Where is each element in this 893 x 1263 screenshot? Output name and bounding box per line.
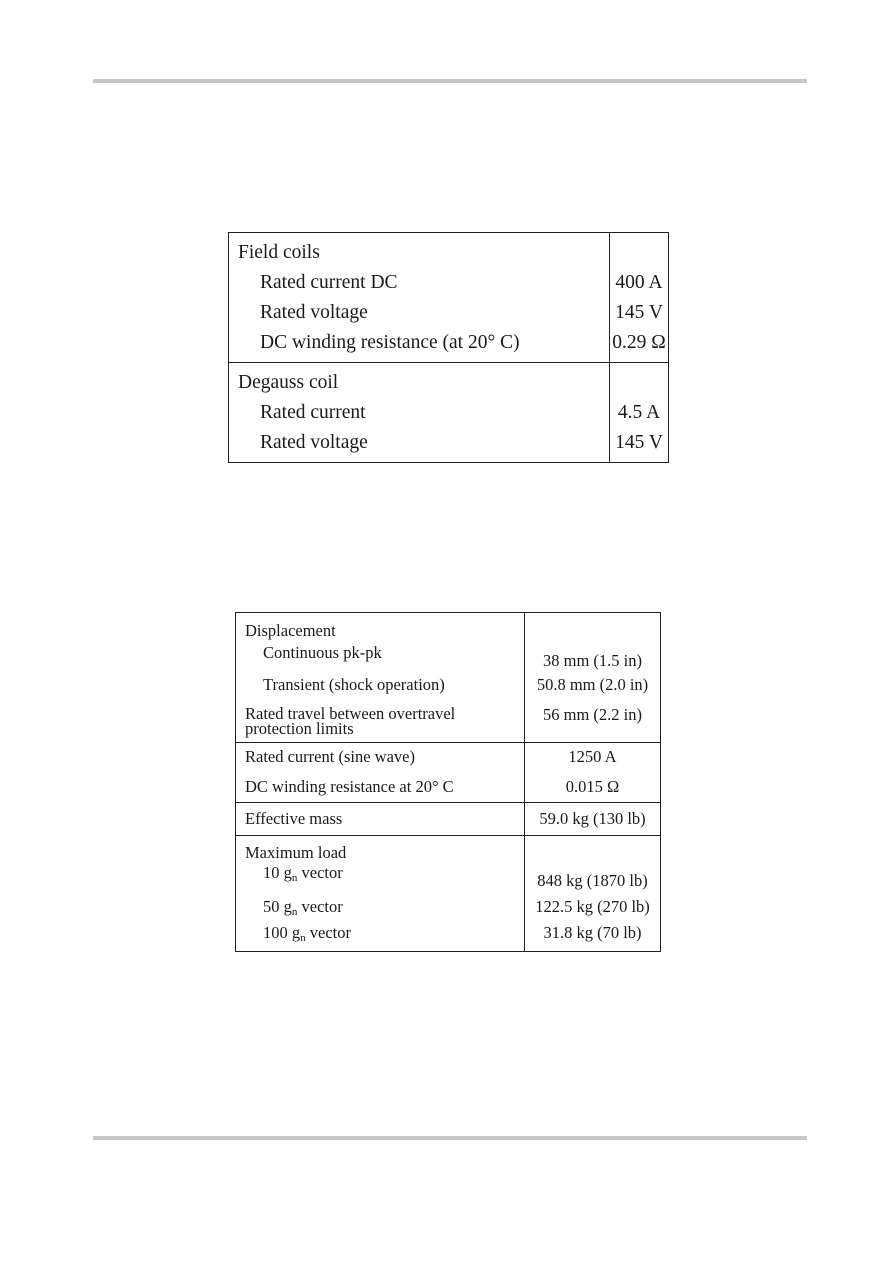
row-label: Effective mass <box>245 809 343 828</box>
row-value: 4.5 A <box>610 398 669 428</box>
table-row <box>229 398 669 428</box>
electrical-group <box>236 743 661 803</box>
row-value: 38 mm (1.5 in) <box>525 640 661 670</box>
table-row <box>229 233 669 269</box>
table-row <box>229 428 669 463</box>
row-label: DC winding resistance (at 20° C) <box>260 332 520 353</box>
mass-group <box>236 803 661 836</box>
table-row <box>236 890 661 916</box>
table-row <box>236 836 661 863</box>
row-value: 848 kg (1870 lb) <box>525 862 661 890</box>
table-row <box>229 268 669 298</box>
displacement-group <box>236 613 661 743</box>
shaker-specifications-table <box>235 612 661 952</box>
rated-travel-label-line1: Rated travel between overtravel <box>245 704 456 723</box>
row-label: DC winding resistance at 20° C <box>245 777 454 796</box>
row-label: 50 $g_n$ vector <box>263 897 343 918</box>
row-label <box>236 694 525 743</box>
row-label: Transient (shock operation) <box>263 675 445 694</box>
row-label: Rated current (sine wave) <box>245 747 415 766</box>
row-label: 100 $g_n$ vector <box>263 923 351 944</box>
row-value: 122.5 kg (270 lb) <box>525 890 661 916</box>
row-label: Rated voltage <box>260 432 368 453</box>
field-coils-group <box>229 233 669 363</box>
row-value: 0.29 Ω <box>610 328 669 363</box>
group-heading: Field coils <box>238 242 320 263</box>
table-row <box>236 766 661 803</box>
row-value: 0.015 Ω <box>525 766 661 803</box>
row-value: 50.8 mm (2.0 in) <box>525 670 661 694</box>
row-value: 145 V <box>610 298 669 328</box>
table-row <box>236 640 661 670</box>
table-row <box>236 613 661 641</box>
row-value: 1250 A <box>525 743 661 767</box>
row-value: 31.8 kg (70 lb) <box>525 916 661 952</box>
group-heading: Degauss coil <box>238 372 339 393</box>
table-row <box>236 862 661 890</box>
table-row <box>236 743 661 767</box>
degauss-coil-group <box>229 363 669 463</box>
row-label: Rated voltage <box>260 302 368 323</box>
row-value: 145 V <box>610 428 669 463</box>
row-label: Rated current <box>260 402 366 423</box>
table-row <box>236 670 661 694</box>
table-row <box>229 298 669 328</box>
row-value: 400 A <box>610 268 669 298</box>
row-value: 59.0 kg (130 lb) <box>525 803 661 836</box>
coil-specifications-table <box>228 232 669 463</box>
maximum-load-group <box>236 836 661 952</box>
table-row <box>236 803 661 836</box>
group-heading: Displacement <box>245 621 336 640</box>
table-row <box>229 363 669 399</box>
group-heading: Maximum load <box>245 843 347 862</box>
table-row <box>229 328 669 363</box>
row-label: Rated current DC <box>260 272 398 293</box>
footer-rule <box>93 1136 807 1140</box>
table-row <box>236 916 661 952</box>
table-row <box>236 694 661 743</box>
row-value: 56 mm (2.2 in) <box>525 694 661 743</box>
rated-travel-label-line2: protection limits <box>245 719 354 738</box>
header-rule <box>93 79 807 83</box>
row-label: 10 $g_n$ vector <box>263 863 343 884</box>
row-label: Continuous pk-pk <box>263 643 382 662</box>
